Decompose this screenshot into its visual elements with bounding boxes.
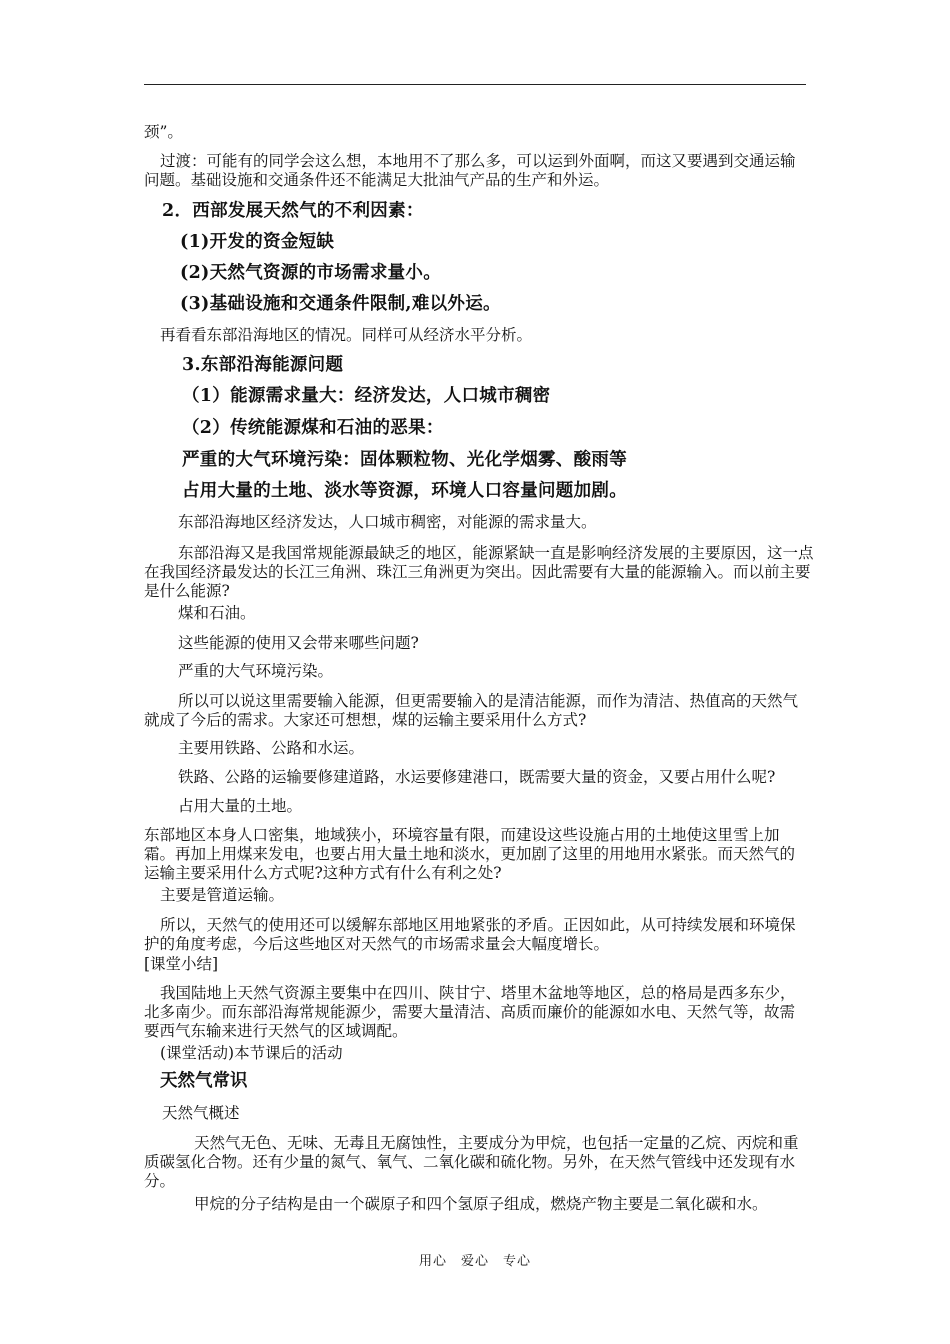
list-item: 严重的大气环境污染：固体颗粒物、光化学烟雾、酸雨等 bbox=[182, 450, 627, 470]
paragraph: 这些能源的使用又会带来哪些问题? bbox=[178, 634, 419, 652]
paragraph: 东部沿海又是我国常规能源最缺乏的地区，能源紧缺一直是影响经济发展的主要原因，这一点在我国经济最发达的长江三角洲、珠江三角洲更为突出。因此需要有大量的能源输入。而以前主要是什么能源? bbox=[144, 544, 814, 600]
paragraph: 铁路、公路的运输要修建道路，水运要修建港口，既需要大量的资金，又要占用什么呢? bbox=[178, 768, 776, 786]
section-heading: 3.东部沿海能源问题 bbox=[182, 355, 344, 375]
list-item: (3)基础设施和交通条件限制,难以外运。 bbox=[180, 294, 501, 314]
paragraph: (课堂活动)本节课后的活动 bbox=[160, 1044, 343, 1062]
paragraph: 严重的大气环境污染。 bbox=[178, 662, 334, 680]
paragraph: 煤和石油。 bbox=[178, 604, 256, 622]
paragraph: 占用大量的土地。 bbox=[178, 797, 303, 815]
paragraph: [课堂小结] bbox=[144, 955, 219, 973]
paragraph: 所以，天然气的使用还可以缓解东部地区用地紧张的矛盾。正因如此，从可持续发展和环境保护的角度考虑，今后这些地区对天然气的市场需求量会大幅度增长。 bbox=[144, 916, 796, 953]
paragraph: 我国陆地上天然气资源主要集中在四川、陕甘宁、塔里木盆地等地区，总的格局是西多东少，北多南少。而东部沿海常规能源少，需要大量清洁、高质而廉价的能源如水电、天然气等，故需要西气东输来进行天然气的区域调配。 bbox=[144, 984, 796, 1040]
paragraph: 天然气概述 bbox=[162, 1104, 240, 1122]
paragraph: 主要是管道运输。 bbox=[160, 886, 285, 904]
section-heading: 2．西部发展天然气的不利因素： bbox=[162, 201, 424, 221]
paragraph: 东部沿海地区经济发达，人口城市稠密，对能源的需求量大。 bbox=[178, 513, 597, 531]
section-heading: 天然气常识 bbox=[160, 1071, 248, 1091]
list-item: (1)开发的资金短缺 bbox=[180, 232, 335, 252]
paragraph: 过渡：可能有的同学会这么想，本地用不了那么多，可以运到外面啊，而这又要遇到交通运输问题。基础设施和交通条件还不能满足大批油气产品的生产和外运。 bbox=[144, 152, 796, 189]
page-footer: 用心 爱心 专心 bbox=[418, 1254, 531, 1269]
paragraph: 天然气无色、无味、无毒且无腐蚀性，主要成分为甲烷，也包括一定量的乙烷、丙烷和重质碳氢化合物。还有少量的氮气、氧气、二氧化碳和硫化物。另外，在天然气管线中还发现有水分。 bbox=[144, 1134, 799, 1190]
paragraph: 所以可以说这里需要输入能源，但更需要输入的是清洁能源，而作为清洁、热值高的天然气就成了今后的需求。大家还可想想，煤的运输主要采用什么方式? bbox=[144, 692, 799, 729]
list-item: （1）能源需求量大：经济发达，人口城市稠密 bbox=[182, 386, 551, 406]
header-rule bbox=[144, 84, 806, 85]
paragraph: 东部地区本身人口密集，地域狭小，环境容量有限，而建设这些设施占用的土地使这里雪上加霜。再加上用煤来发电，也要占用大量土地和淡水，更加剧了这里的用地用水紧张。而天然气的运输主要采用什么方式呢?这种方式有什么有利之处? bbox=[144, 826, 796, 882]
paragraph: 甲烷的分子结构是由一个碳原子和四个氢原子组成，燃烧产物主要是二氧化碳和水。 bbox=[194, 1195, 768, 1213]
list-item: (2)天然气资源的市场需求量小。 bbox=[180, 263, 442, 283]
list-item: 占用大量的土地、淡水等资源，环境人口容量问题加剧。 bbox=[182, 481, 627, 501]
paragraph: 主要用铁路、公路和水运。 bbox=[178, 739, 365, 757]
list-item: （2）传统能源煤和石油的恶果： bbox=[182, 418, 444, 438]
paragraph: 再看看东部沿海地区的情况。同样可从经济水平分析。 bbox=[160, 326, 533, 344]
paragraph: 颈”。 bbox=[144, 123, 183, 141]
